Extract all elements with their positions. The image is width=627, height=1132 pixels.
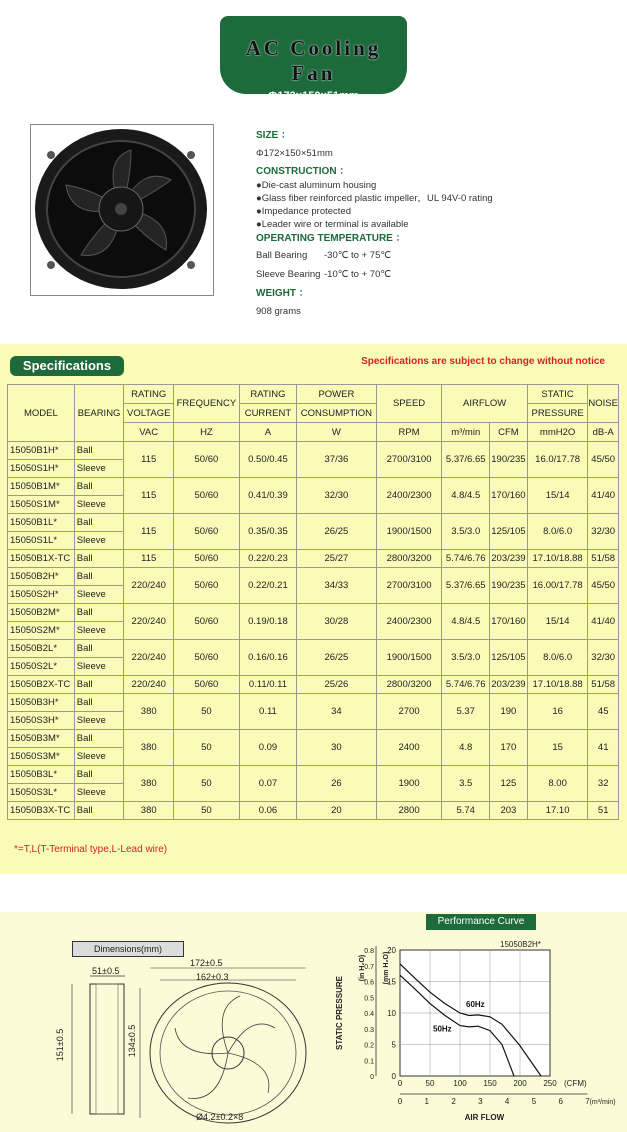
cell-hz: 50 — [174, 730, 240, 766]
cell-power: 34 — [297, 694, 377, 730]
cell-power: 25/27 — [297, 550, 377, 568]
cell-vac: 380 — [124, 802, 174, 820]
x-tick-cfm: 200 — [513, 1079, 527, 1088]
dim-height-label: 151±0.5 — [55, 1028, 66, 1062]
cell-bearing: Ball — [74, 568, 124, 586]
cell-power: 30/28 — [297, 604, 377, 640]
temperature-row — [256, 265, 616, 284]
x-tick-m3: 7 — [585, 1097, 590, 1106]
cell-cfm: 125/105 — [490, 514, 528, 550]
cell-bearing: Ball — [74, 550, 124, 568]
cell-rpm: 2700 — [376, 694, 442, 730]
cell-bearing: Sleeve — [74, 784, 124, 802]
cell-noise: 41 — [588, 730, 619, 766]
performance-chart — [330, 938, 627, 1128]
cell-model: 15050B2H* — [8, 568, 75, 586]
cell-hz: 50/60 — [174, 442, 240, 478]
y-unit-in: (in H₂O) — [359, 954, 366, 982]
cell-hz: 50/60 — [174, 604, 240, 640]
cell-m3: 3.5/3.0 — [442, 514, 490, 550]
cell-power: 37/36 — [297, 442, 377, 478]
unit-w: W — [297, 423, 377, 442]
cell-current: 0.50/0.45 — [239, 442, 296, 478]
cell-cfm: 125/105 — [490, 640, 528, 676]
temperature-row — [256, 246, 616, 265]
x-unit-cfm: (CFM) — [564, 1079, 587, 1088]
cell-bearing: Sleeve — [74, 532, 124, 550]
series-label: 50Hz — [433, 1024, 452, 1034]
table-header-row — [8, 385, 619, 404]
x-tick-m3: 0 — [397, 1097, 403, 1106]
cell-vac: 380 — [124, 766, 174, 802]
x-tick-cfm: 100 — [453, 1079, 467, 1088]
cell-m3: 3.5/3.0 — [442, 640, 490, 676]
product-info — [256, 128, 616, 318]
cell-bearing: Sleeve — [74, 712, 124, 730]
cell-power: 26/25 — [297, 514, 377, 550]
cell-cfm: 170/160 — [490, 604, 528, 640]
cell-bearing: Sleeve — [74, 658, 124, 676]
cell-vac: 115 — [124, 478, 174, 514]
cell-model: 15050B3X-TC — [8, 802, 75, 820]
cell-m3: 4.8/4.5 — [442, 604, 490, 640]
table-row — [8, 442, 619, 460]
header-model: MODEL — [8, 385, 75, 442]
header-power: POWER — [297, 385, 377, 404]
cell-vac: 220/240 — [124, 640, 174, 676]
dim-width-label: 51±0.5 — [92, 966, 120, 976]
cell-pressure: 15/14 — [527, 604, 588, 640]
temperature-range: -30℃ to + 75℃ — [324, 250, 392, 261]
cell-cfm: 190/235 — [490, 568, 528, 604]
cell-m3: 5.37 — [442, 694, 490, 730]
x-tick-m3: 5 — [531, 1097, 537, 1106]
table-row — [8, 802, 619, 820]
table-row — [8, 514, 619, 532]
cell-bearing: Ball — [74, 442, 124, 460]
cell-power: 26/25 — [297, 640, 377, 676]
cell-pressure: 16.00/17.78 — [527, 568, 588, 604]
cell-power: 20 — [297, 802, 377, 820]
cell-pressure: 16 — [527, 694, 588, 730]
cell-pressure: 16.0/17.78 — [527, 442, 588, 478]
header-speed: SPEED — [376, 385, 442, 423]
cell-rpm: 1900/1500 — [376, 514, 442, 550]
table-row — [8, 550, 619, 568]
page-subtitle: Φ172×150×51mm — [268, 90, 359, 102]
y-tick-mm: 10 — [387, 1009, 396, 1018]
cell-m3: 5.74/6.76 — [442, 676, 490, 694]
cell-m3: 5.74/6.76 — [442, 550, 490, 568]
y-axis-title: STATIC PRESSURE — [335, 976, 344, 1050]
cell-pressure: 8.0/6.0 — [527, 514, 588, 550]
y-tick-mm: 5 — [391, 1040, 396, 1050]
y-tick-in: 0 — [370, 1074, 374, 1081]
cell-noise: 51 — [588, 802, 619, 820]
construction-item: ●Glass fiber reinforced plastic impeller，UL 94V-0 rating — [256, 193, 493, 204]
unit-rpm: RPM — [376, 423, 442, 442]
cell-cfm: 125 — [490, 766, 528, 802]
cell-cfm: 170 — [490, 730, 528, 766]
cell-bearing: Ball — [74, 730, 124, 748]
cell-hz: 50 — [174, 766, 240, 802]
cell-power: 25/26 — [297, 676, 377, 694]
y-tick-in: 0.4 — [364, 1011, 374, 1018]
cell-power: 34/33 — [297, 568, 377, 604]
spec-table-body — [8, 442, 619, 820]
cell-model: 15050S1M* — [8, 496, 75, 514]
series-label: 60Hz — [466, 1000, 485, 1009]
cell-hz: 50/60 — [174, 568, 240, 604]
cell-rpm: 2800 — [376, 802, 442, 820]
table-row — [8, 694, 619, 712]
unit-m3: m³/min — [442, 423, 490, 442]
unit-mmh2o: mmH2O — [527, 423, 588, 442]
cell-vac: 220/240 — [124, 604, 174, 640]
cell-model: 15050S3H* — [8, 712, 75, 730]
x-tick-cfm: 250 — [543, 1079, 557, 1088]
cell-bearing: Sleeve — [74, 748, 124, 766]
cell-cfm: 203/239 — [490, 676, 528, 694]
unit-vac: VAC — [124, 423, 174, 442]
cell-power: 26 — [297, 766, 377, 802]
y-tick-in: 0.5 — [364, 995, 374, 1003]
cell-pressure: 8.00 — [527, 766, 588, 802]
cell-pressure: 8.0/6.0 — [527, 640, 588, 676]
cell-model: 15050B3L* — [8, 766, 75, 784]
cell-hz: 50/60 — [174, 514, 240, 550]
cell-noise: 51/58 — [588, 550, 619, 568]
cell-vac: 380 — [124, 694, 174, 730]
temperature-heading: OPERATING TEMPERATURE ： — [256, 233, 406, 244]
cell-rpm: 1900 — [376, 766, 442, 802]
cell-rpm: 2400 — [376, 730, 442, 766]
cell-bearing: Ball — [74, 514, 124, 532]
cell-rpm: 2400/2300 — [376, 604, 442, 640]
cell-current: 0.06 — [239, 802, 296, 820]
x-tick-m3: 3 — [478, 1097, 483, 1106]
cell-bearing: Ball — [74, 478, 124, 496]
cell-current: 0.35/0.35 — [239, 514, 296, 550]
header-bearing: BEARING — [74, 385, 124, 442]
cell-noise: 41/40 — [588, 604, 619, 640]
cell-current: 0.16/0.16 — [239, 640, 296, 676]
cell-bearing: Ball — [74, 640, 124, 658]
header-frequency: FREQUENCY — [174, 385, 240, 423]
cell-model: 15050S2H* — [8, 586, 75, 604]
unit-dba: dB-A — [588, 423, 619, 442]
cell-cfm: 203 — [490, 802, 528, 820]
y-tick-in: 0.7 — [364, 963, 374, 971]
cell-pressure: 15 — [527, 730, 588, 766]
cell-pressure: 17.10/18.88 — [527, 676, 588, 694]
cell-current: 0.22/0.23 — [239, 550, 296, 568]
header-current: CURRENT — [239, 404, 296, 423]
cell-pressure: 15/14 — [527, 478, 588, 514]
page-title: AC Cooling Fan — [245, 36, 382, 85]
cell-vac: 115 — [124, 550, 174, 568]
cell-model: 15050S1H* — [8, 460, 75, 478]
cell-hz: 50/60 — [174, 676, 240, 694]
cell-current: 0.19/0.18 — [239, 604, 296, 640]
header-rating-current: RATING — [239, 385, 296, 404]
unit-a: A — [239, 423, 296, 442]
spec-footnote: *=T,L(T-Terminal type,L-Lead wire) — [14, 844, 168, 855]
cell-pressure: 17.10/18.88 — [527, 550, 588, 568]
specifications-tab: Specifications — [10, 356, 124, 376]
x-tick-m3: 1 — [424, 1097, 430, 1106]
cell-m3: 5.37/6.65 — [442, 442, 490, 478]
table-row — [8, 604, 619, 622]
cell-bearing: Ball — [74, 676, 124, 694]
construction-item: ●Impedance protected — [256, 206, 351, 217]
cell-model: 15050B2X-TC — [8, 676, 75, 694]
y-tick-in: 0.6 — [364, 979, 374, 987]
y-tick-in: 0.1 — [364, 1058, 374, 1066]
cell-rpm: 2700/3100 — [376, 568, 442, 604]
unit-cfm: CFM — [490, 423, 528, 442]
y-tick-in: 0.8 — [364, 948, 374, 955]
dim-inner-label: 162±0.3 — [196, 972, 229, 982]
cell-hz: 50/60 — [174, 640, 240, 676]
cell-current: 0.41/0.39 — [239, 478, 296, 514]
cell-pressure: 17.10 — [527, 802, 588, 820]
cell-model: 15050B1L* — [8, 514, 75, 532]
x-tick-m3: 4 — [504, 1097, 510, 1106]
cell-power: 32/30 — [297, 478, 377, 514]
x-tick-m3: 6 — [558, 1097, 563, 1106]
cell-bearing: Ball — [74, 694, 124, 712]
cell-model: 15050S1L* — [8, 532, 75, 550]
dimension-drawing — [0, 958, 330, 1128]
cell-noise: 51/58 — [588, 676, 619, 694]
table-row — [8, 568, 619, 586]
table-row — [8, 730, 619, 748]
performance-model: 15050B2H* — [500, 940, 541, 949]
cell-model: 15050B2L* — [8, 640, 75, 658]
cell-vac: 220/240 — [124, 676, 174, 694]
cell-rpm: 2700/3100 — [376, 442, 442, 478]
header-consumption: CONSUMPTION — [297, 404, 377, 423]
fan-image-icon — [31, 125, 213, 295]
cell-m3: 4.8/4.5 — [442, 478, 490, 514]
cell-hz: 50 — [174, 802, 240, 820]
cell-cfm: 170/160 — [490, 478, 528, 514]
size-heading: SIZE ： — [256, 130, 292, 141]
header-voltage: VOLTAGE — [124, 404, 174, 423]
header-airflow: AIRFLOW — [442, 385, 527, 423]
bearing-name: Sleeve Bearing — [256, 269, 321, 280]
cell-bearing: Sleeve — [74, 622, 124, 640]
cell-model: 15050S2M* — [8, 622, 75, 640]
cell-cfm: 190/235 — [490, 442, 528, 478]
cell-bearing: Sleeve — [74, 460, 124, 478]
cell-vac: 115 — [124, 514, 174, 550]
table-row — [8, 478, 619, 496]
cell-model: 15050B1M* — [8, 478, 75, 496]
x-tick-cfm: 50 — [425, 1079, 435, 1088]
construction-heading: CONSTRUCTION ： — [256, 166, 350, 177]
dim-hole-label: Ø4.2±0.2×8 — [196, 1112, 244, 1122]
header-pressure: PRESSURE — [527, 404, 588, 423]
unit-hz: HZ — [174, 423, 240, 442]
cell-power: 30 — [297, 730, 377, 766]
cell-m3: 5.37/6.65 — [442, 568, 490, 604]
cell-rpm: 2800/3200 — [376, 676, 442, 694]
cell-noise: 45 — [588, 694, 619, 730]
header-rating-voltage: RATING — [124, 385, 174, 404]
weight-value: 908 grams — [256, 306, 301, 317]
y-unit-mm: (mm H₂O) — [383, 951, 390, 985]
cell-model: 15050S2L* — [8, 658, 75, 676]
dimensions-tab: Dimensions(mm) — [72, 941, 184, 957]
fan-photo — [30, 124, 214, 296]
cell-current: 0.22/0.21 — [239, 568, 296, 604]
cell-current: 0.09 — [239, 730, 296, 766]
cell-cfm: 203/239 — [490, 550, 528, 568]
cell-bearing: Ball — [74, 802, 124, 820]
x-tick-m3: 2 — [451, 1097, 456, 1106]
cell-noise: 32 — [588, 766, 619, 802]
cell-bearing: Ball — [74, 604, 124, 622]
table-row — [8, 676, 619, 694]
cell-hz: 50 — [174, 694, 240, 730]
size-value: Φ172×150×51mm — [256, 148, 333, 159]
cell-model: 15050B3H* — [8, 694, 75, 712]
cell-m3: 3.5 — [442, 766, 490, 802]
cell-bearing: Sleeve — [74, 496, 124, 514]
y-tick-in: 0.2 — [364, 1042, 374, 1050]
spec-notice: Specifications are subject to change without notice — [361, 356, 605, 367]
x-unit-m3: (m³/min) — [589, 1099, 616, 1106]
cell-bearing: Ball — [74, 766, 124, 784]
table-row — [8, 640, 619, 658]
header-noise: NOISE — [588, 385, 619, 423]
cell-model: 15050B1H* — [8, 442, 75, 460]
cell-noise: 41/40 — [588, 478, 619, 514]
cell-noise: 32/30 — [588, 640, 619, 676]
cell-model: 15050S3M* — [8, 748, 75, 766]
cell-m3: 4.8 — [442, 730, 490, 766]
cell-rpm: 2800/3200 — [376, 550, 442, 568]
x-tick-cfm: 0 — [397, 1079, 403, 1088]
cell-rpm: 1900/1500 — [376, 640, 442, 676]
dim-outer-label: 172±0.5 — [190, 958, 223, 968]
cell-vac: 220/240 — [124, 568, 174, 604]
temperature-range: -10℃ to + 70℃ — [324, 269, 392, 280]
cell-model: 15050B1X-TC — [8, 550, 75, 568]
header-static: STATIC — [527, 385, 588, 404]
cell-m3: 5.74 — [442, 802, 490, 820]
cell-vac: 115 — [124, 442, 174, 478]
spec-table — [7, 384, 619, 820]
cell-model: 15050B3M* — [8, 730, 75, 748]
cell-hz: 50/60 — [174, 550, 240, 568]
cell-noise: 32/30 — [588, 514, 619, 550]
cell-current: 0.11/0.11 — [239, 676, 296, 694]
cell-noise: 45/50 — [588, 442, 619, 478]
construction-item: ●Leader wire or terminal is available — [256, 219, 409, 230]
x-axis-title: AIR FLOW — [464, 1113, 505, 1122]
performance-tab: Performance Curve — [426, 914, 536, 930]
y-tick-in: 0.3 — [364, 1026, 374, 1034]
cell-model: 15050B2M* — [8, 604, 75, 622]
cell-current: 0.11 — [239, 694, 296, 730]
cell-bearing: Sleeve — [74, 586, 124, 604]
cell-vac: 380 — [124, 730, 174, 766]
table-row — [8, 766, 619, 784]
x-tick-cfm: 150 — [483, 1079, 497, 1088]
title-banner — [220, 16, 407, 102]
y-tick-mm: 0 — [391, 1072, 396, 1081]
cell-hz: 50/60 — [174, 478, 240, 514]
cell-noise: 45/50 — [588, 568, 619, 604]
cell-cfm: 190 — [490, 694, 528, 730]
dim-hole-spacing-label: 134±0.5 — [127, 1024, 138, 1058]
cell-rpm: 2400/2300 — [376, 478, 442, 514]
construction-item: ●Die-cast aluminum housing — [256, 180, 377, 191]
weight-heading: WEIGHT ： — [256, 288, 309, 299]
bearing-name: Ball Bearing — [256, 250, 308, 261]
cell-current: 0.07 — [239, 766, 296, 802]
y-tick-mm: 20 — [387, 946, 396, 955]
cell-model: 15050S3L* — [8, 784, 75, 802]
y-tick-mm: 15 — [387, 977, 396, 987]
